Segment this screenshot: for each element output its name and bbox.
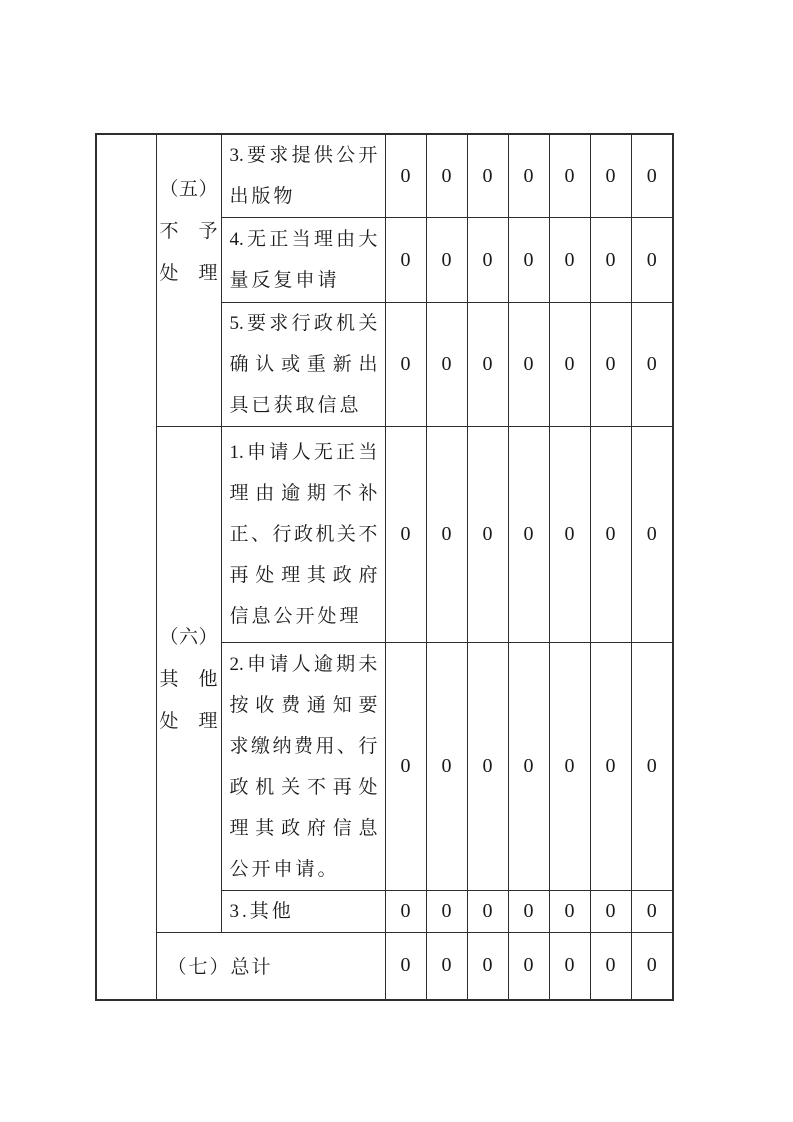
value-cell: 0	[385, 134, 426, 218]
value-cell: 0	[467, 891, 508, 933]
value-cell: 0	[426, 933, 467, 1000]
value-cell: 0	[631, 933, 673, 1000]
value-cell: 0	[590, 134, 631, 218]
value-cell: 0	[508, 933, 549, 1000]
report-table	[95, 133, 674, 1001]
value-cell: 0	[385, 303, 426, 427]
value-cell: 0	[467, 134, 508, 218]
table-row-total	[96, 933, 673, 1000]
value-cell: 0	[385, 218, 426, 303]
value-cell: 0	[631, 134, 673, 218]
value-cell: 0	[426, 427, 467, 643]
value-cell: 0	[467, 218, 508, 303]
value-cell: 0	[385, 891, 426, 933]
value-cell: 0	[590, 218, 631, 303]
value-cell: 0	[426, 891, 467, 933]
value-cell: 0	[385, 933, 426, 1000]
value-cell: 0	[467, 303, 508, 427]
value-cell: 0	[508, 303, 549, 427]
value-cell: 0	[549, 891, 590, 933]
value-cell: 0	[590, 303, 631, 427]
row-label-cell: 1. 申 请 人 无 正 当 理 由 逾 期 不 补 正 、 行 政 机 关 不 再 处 理 其 政 府 信息公开处理	[221, 427, 385, 643]
value-cell: 0	[590, 891, 631, 933]
value-cell: 0	[426, 303, 467, 427]
left-continuation-cell	[96, 134, 156, 1000]
value-cell: 0	[549, 134, 590, 218]
row-label-cell: 4. 无 正 当 理 由 大 量反复申请	[221, 218, 385, 303]
value-cell: 0	[467, 933, 508, 1000]
value-cell: 0	[467, 643, 508, 891]
table-row	[96, 427, 673, 643]
value-cell: 0	[631, 218, 673, 303]
value-cell: 0	[590, 933, 631, 1000]
group-cell-no-processing: （ 五 ） 不 予 处 理	[156, 134, 221, 427]
value-cell: 0	[426, 218, 467, 303]
value-cell: 0	[549, 643, 590, 891]
group-cell-other-processing: （ 六 ） 其 他 处 理	[156, 427, 221, 933]
value-cell: 0	[508, 643, 549, 891]
value-cell: 0	[385, 427, 426, 643]
value-cell: 0	[426, 643, 467, 891]
row-label-cell: 5. 要 求 行 政 机 关 确 认 或 重 新 出 具已获取信息	[221, 303, 385, 427]
value-cell: 0	[508, 218, 549, 303]
value-cell: 0	[631, 891, 673, 933]
value-cell: 0	[549, 218, 590, 303]
value-cell: 0	[508, 891, 549, 933]
value-cell: 0	[631, 303, 673, 427]
value-cell: 0	[631, 643, 673, 891]
value-cell: 0	[467, 427, 508, 643]
total-label-cell: （七）总计	[156, 933, 385, 1000]
value-cell: 0	[549, 427, 590, 643]
value-cell: 0	[549, 303, 590, 427]
value-cell: 0	[426, 134, 467, 218]
value-cell: 0	[508, 134, 549, 218]
table-row	[96, 134, 673, 218]
value-cell: 0	[385, 643, 426, 891]
row-label-cell: 3.其他	[221, 891, 385, 933]
row-label-cell: 2. 申 请 人 逾 期 未 按 收 费 通 知 要 求 缴 纳 费 用 、 行 政 机 关 不 再 处 理 其 政 府 信 息 公开申请。	[221, 643, 385, 891]
value-cell: 0	[631, 427, 673, 643]
value-cell: 0	[508, 427, 549, 643]
value-cell: 0	[590, 643, 631, 891]
value-cell: 0	[549, 933, 590, 1000]
row-label-cell: 3. 要 求 提 供 公 开 出版物	[221, 134, 385, 218]
value-cell: 0	[590, 427, 631, 643]
